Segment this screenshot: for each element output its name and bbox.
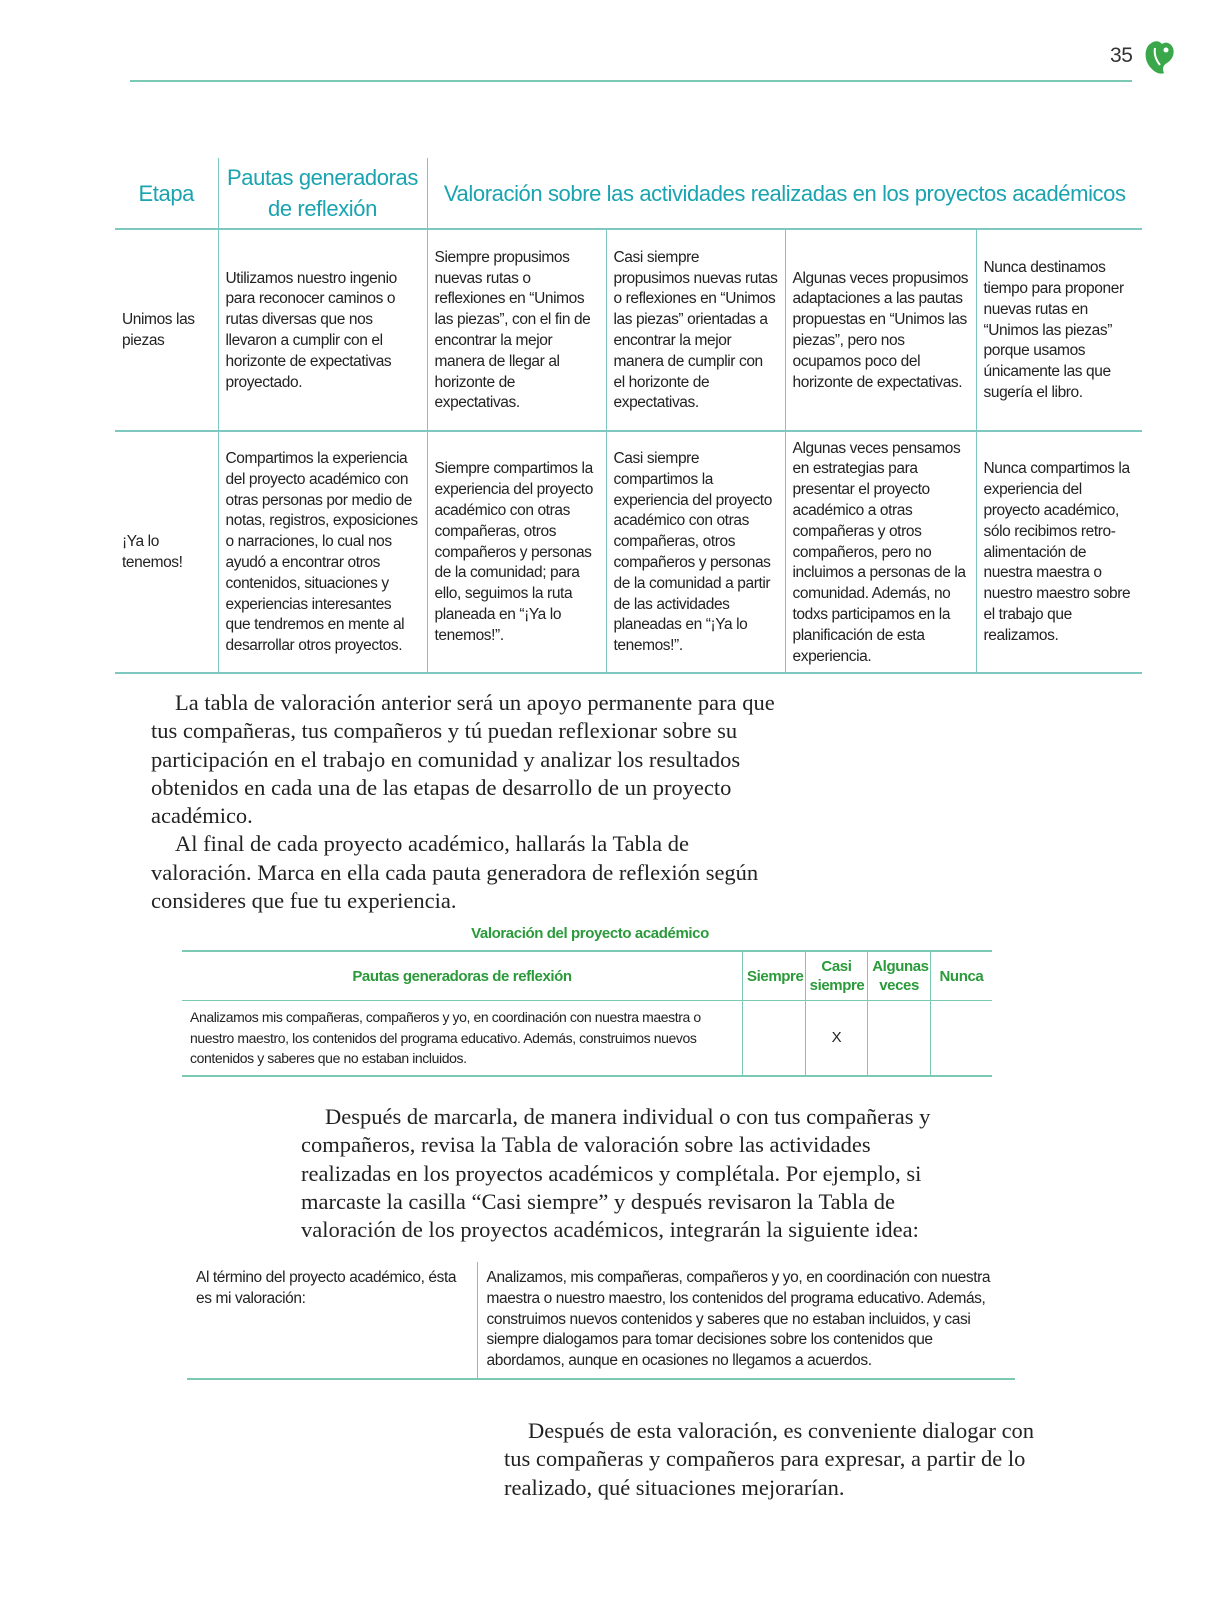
conclusion-row: [187, 1262, 1015, 1379]
nunca-cell: Nunca destinamos tiempo para proponer nuevas rutas en “Unimos las piezas” porque usamos únicamente las que sugería el libro.: [976, 229, 1142, 431]
evaluation-table: [115, 158, 1142, 674]
pauta-cell: Utilizamos nuestro ingenio para reconocer caminos o rutas diversas que nos llevaron a cumplir con el horizonte de expectativas proyectado.: [218, 229, 427, 431]
header-casi-siempre: Casi siempre: [805, 951, 868, 1001]
body-paragraph: Después de marcarla, de manera individual o con tus compañeras y compañeros, revisa la Tabla de valoración sobre las actividades realizadas en los proyectos académicos y complétala. Por ejemplo, si marcaste la casilla “Casi siempre” y después revisaron la Tabla de valoración de los proyectos académicos, integrarán la siguiente idea:: [301, 1104, 931, 1243]
table-row: [115, 229, 1142, 431]
casi-siempre-cell: Casi siempre propusimos nuevas rutas o reflexiones en “Unimos las piezas” orientadas a encontrar la mejor manera de cumplir con el horizonte de expectativas.: [606, 229, 785, 431]
header-algunas-veces: Algunas veces: [868, 951, 931, 1001]
header-pautas: Pautas generadoras de reflexión: [182, 951, 743, 1001]
valoracion-conclusion: [187, 1262, 1015, 1380]
header-siempre: Siempre: [743, 951, 806, 1001]
pauta-cell: Analizamos mis compañeras, compañeros y yo, en coordinación con nuestra maestra o nuestro maestro, los contenidos del programa educativo. Además, construimos nuevos contenidos y saberes que no estaban incluidos.: [182, 1001, 743, 1076]
closing-paragraph-container: [504, 1417, 1064, 1502]
body-paragraph: Al final de cada proyecto académico, hallarás la Tabla de valoración. Marca en ella cada pauta generadora de reflexión según consideres que fue tu experiencia.: [151, 831, 759, 914]
conclusion-text: Analizamos, mis compañeras, compañeros y yo, en coordinación con nuestra maestra o nuestro maestro, los contenidos del programa educativo. Además, construimos nuevos contenidos y saberes que no estaban incluidos, y casi siempre dialogamos para tomar decisiones sobre los contenidos que abordamos, aunque en ocasiones no llegamos a acuerdos.: [477, 1262, 1015, 1379]
project-evaluation-table: [182, 950, 992, 1077]
small-table-title: Valoración del proyecto académico: [471, 925, 709, 942]
header-valoracion: Valoración sobre las actividades realizadas en los proyectos académicos: [427, 158, 1142, 229]
instructions-paragraph-container: [301, 1103, 951, 1244]
etapa-cell: Unimos las piezas: [115, 229, 218, 431]
intro-paragraphs: [151, 689, 781, 915]
etapa-cell: ¡Ya lo tenemos!: [115, 431, 218, 673]
page-number: 35: [1110, 44, 1133, 67]
header-nunca: Nunca: [930, 951, 992, 1001]
algunas-veces-checkbox-cell[interactable]: [868, 1001, 931, 1076]
header-etapa: Etapa: [115, 158, 218, 229]
conclusion-label: Al término del proyecto académico, ésta es mi valoración:: [187, 1262, 477, 1379]
small-table-header: [182, 951, 992, 1001]
header-pautas: Pautas generadoras de reflexión: [218, 158, 427, 229]
pauta-cell: Compartimos la experiencia del proyecto académico con otras personas por medio de notas, registros, exposiciones o narraciones, lo cual nos ayudó a encontrar otros contenidos, situaciones y experiencias interesantes que tendremos en mente al desarrollar otros proyectos.: [218, 431, 427, 673]
body-paragraph: La tabla de valoración anterior será un apoyo permanente para que tus compañeras, tus compañeros y tú puedan reflexionar sobre su participación en el trabajo en comunidad y analizar los resultados obtenidos en cada una de las etapas de desarrollo de un proyecto académico.: [151, 690, 775, 829]
algunas-veces-cell: Algunas veces propusimos adaptaciones a las pautas propuestas en “Unimos las piezas”, pero nos ocupamos poco del horizonte de expectativas.: [785, 229, 976, 431]
green-leaf-logo-icon: [1142, 38, 1176, 76]
casi-siempre-checkbox-cell[interactable]: X: [805, 1001, 868, 1076]
evaluation-table-header: [115, 158, 1142, 229]
nunca-cell: Nunca compartimos la experiencia del proyecto académico, sólo recibimos retro-alimentación de nuestra maestra o nuestro maestro sobre el trabajo que realizamos.: [976, 431, 1142, 673]
body-paragraph: Después de esta valoración, es conveniente dialogar con tus compañeras y compañeros para expresar, a partir de lo realizado, qué situaciones mejorarían.: [504, 1418, 1035, 1500]
table-row: [182, 1001, 992, 1076]
algunas-veces-cell: Algunas veces pensamos en estrategias para presentar el proyecto académico a otras compañeras y otros compañeros, pero no incluimos a personas de la comunidad. Además, no todxs participamos en la planificación de esta experiencia.: [785, 431, 976, 673]
siempre-cell: Siempre compartimos la experiencia del proyecto académico con otras compañeras, otros compañeros y personas de la comunidad; para ello, seguimos la ruta planeada en “¡Ya lo tenemos!”.: [427, 431, 606, 673]
siempre-cell: Siempre propusimos nuevas rutas o reflexiones en “Unimos las piezas”, con el fin de encontrar la mejor manera de llegar al horizonte de expectativas.: [427, 229, 606, 431]
casi-siempre-cell: Casi siempre compartimos la experiencia del proyecto académico con otras compañeras, otros compañeros y personas de la comunidad a partir de las actividades planeadas en “¡Ya lo tenemos!”.: [606, 431, 785, 673]
header-rule: [130, 80, 1132, 82]
siempre-checkbox-cell[interactable]: [743, 1001, 806, 1076]
table-row: [115, 431, 1142, 673]
nunca-checkbox-cell[interactable]: [930, 1001, 992, 1076]
